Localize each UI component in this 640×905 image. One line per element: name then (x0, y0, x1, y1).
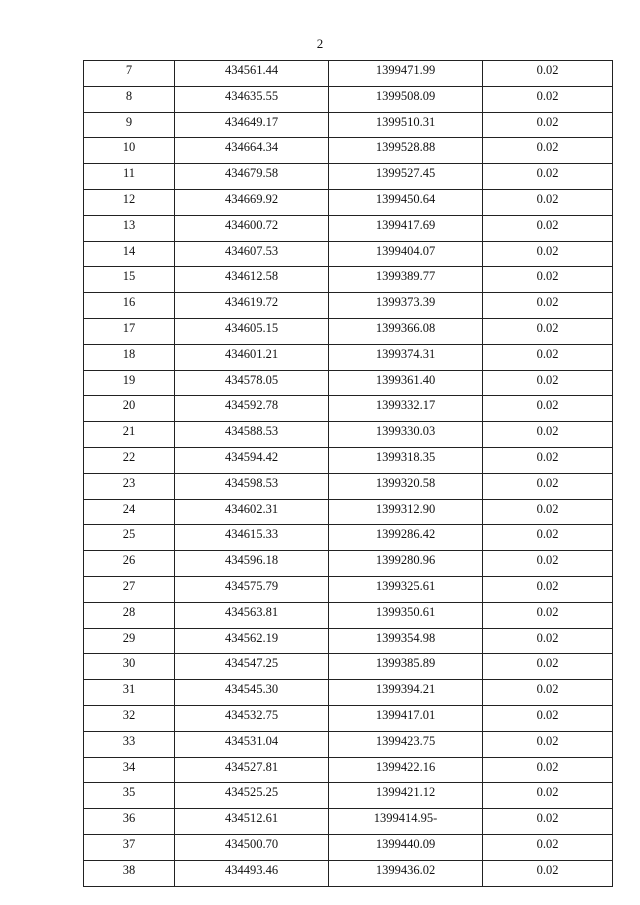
table-row (84, 267, 613, 293)
x-coordinate-cell: 434527.81 (175, 757, 329, 783)
point-number-cell: 25 (84, 525, 175, 551)
point-number-cell: 11 (84, 164, 175, 190)
accuracy-cell: 0.02 (483, 396, 613, 422)
point-number-cell: 23 (84, 473, 175, 499)
x-coordinate-cell: 434600.72 (175, 215, 329, 241)
page-number: 2 (316, 36, 324, 51)
x-coordinate-cell: 434500.70 (175, 834, 329, 860)
accuracy-cell: 0.02 (483, 422, 613, 448)
point-number-cell: 9 (84, 112, 175, 138)
accuracy-cell: 0.02 (483, 86, 613, 112)
accuracy-cell: 0.02 (483, 189, 613, 215)
accuracy-cell: 0.02 (483, 783, 613, 809)
table-row (84, 86, 613, 112)
x-coordinate-cell: 434679.58 (175, 164, 329, 190)
accuracy-cell: 0.02 (483, 370, 613, 396)
x-coordinate-cell: 434619.72 (175, 293, 329, 319)
point-number-cell: 8 (84, 86, 175, 112)
point-number-cell: 32 (84, 705, 175, 731)
x-coordinate-cell: 434664.34 (175, 138, 329, 164)
y-coordinate-cell: 1399471.99 (329, 61, 483, 87)
table-row (84, 318, 613, 344)
y-coordinate-cell: 1399440.09 (329, 834, 483, 860)
table-row (84, 189, 613, 215)
y-coordinate-cell: 1399374.31 (329, 344, 483, 370)
x-coordinate-cell: 434532.75 (175, 705, 329, 731)
accuracy-cell: 0.02 (483, 628, 613, 654)
x-coordinate-cell: 434598.53 (175, 473, 329, 499)
accuracy-cell: 0.02 (483, 241, 613, 267)
point-number-cell: 10 (84, 138, 175, 164)
x-coordinate-cell: 434594.42 (175, 447, 329, 473)
table-row (84, 61, 613, 87)
table-row (84, 473, 613, 499)
x-coordinate-cell: 434607.53 (175, 241, 329, 267)
table-row (84, 344, 613, 370)
table-row (84, 112, 613, 138)
table-row (84, 654, 613, 680)
x-coordinate-cell: 434493.46 (175, 860, 329, 886)
point-number-cell: 24 (84, 499, 175, 525)
y-coordinate-cell: 1399508.09 (329, 86, 483, 112)
accuracy-cell: 0.02 (483, 499, 613, 525)
table-row (84, 447, 613, 473)
accuracy-cell: 0.02 (483, 473, 613, 499)
x-coordinate-cell: 434635.55 (175, 86, 329, 112)
table-row (84, 834, 613, 860)
point-number-cell: 36 (84, 809, 175, 835)
x-coordinate-cell: 434612.58 (175, 267, 329, 293)
point-number-cell: 18 (84, 344, 175, 370)
point-number-cell: 7 (84, 61, 175, 87)
x-coordinate-cell: 434578.05 (175, 370, 329, 396)
table-row (84, 551, 613, 577)
table-row (84, 576, 613, 602)
x-coordinate-cell: 434605.15 (175, 318, 329, 344)
point-number-cell: 15 (84, 267, 175, 293)
accuracy-cell: 0.02 (483, 834, 613, 860)
x-coordinate-cell: 434649.17 (175, 112, 329, 138)
table-row (84, 138, 613, 164)
accuracy-cell: 0.02 (483, 551, 613, 577)
y-coordinate-cell: 1399280.96 (329, 551, 483, 577)
table-row (84, 860, 613, 886)
x-coordinate-cell: 434669.92 (175, 189, 329, 215)
x-coordinate-cell: 434531.04 (175, 731, 329, 757)
point-number-cell: 27 (84, 576, 175, 602)
y-coordinate-cell: 1399417.69 (329, 215, 483, 241)
point-number-cell: 22 (84, 447, 175, 473)
accuracy-cell: 0.02 (483, 447, 613, 473)
y-coordinate-cell: 1399385.89 (329, 654, 483, 680)
point-number-cell: 31 (84, 680, 175, 706)
accuracy-cell: 0.02 (483, 809, 613, 835)
table-row (84, 628, 613, 654)
point-number-cell: 19 (84, 370, 175, 396)
x-coordinate-cell: 434561.44 (175, 61, 329, 87)
accuracy-cell: 0.02 (483, 61, 613, 87)
table-row (84, 293, 613, 319)
point-number-cell: 21 (84, 422, 175, 448)
y-coordinate-cell: 1399414.95- (329, 809, 483, 835)
accuracy-cell: 0.02 (483, 267, 613, 293)
y-coordinate-cell: 1399527.45 (329, 164, 483, 190)
x-coordinate-cell: 434596.18 (175, 551, 329, 577)
y-coordinate-cell: 1399354.98 (329, 628, 483, 654)
point-number-cell: 34 (84, 757, 175, 783)
y-coordinate-cell: 1399417.01 (329, 705, 483, 731)
table-row (84, 215, 613, 241)
y-coordinate-cell: 1399421.12 (329, 783, 483, 809)
point-number-cell: 16 (84, 293, 175, 319)
table-row (84, 783, 613, 809)
table-row (84, 499, 613, 525)
accuracy-cell: 0.02 (483, 293, 613, 319)
x-coordinate-cell: 434588.53 (175, 422, 329, 448)
y-coordinate-cell: 1399394.21 (329, 680, 483, 706)
x-coordinate-cell: 434602.31 (175, 499, 329, 525)
y-coordinate-cell: 1399320.58 (329, 473, 483, 499)
y-coordinate-cell: 1399286.42 (329, 525, 483, 551)
accuracy-cell: 0.02 (483, 705, 613, 731)
table-row (84, 164, 613, 190)
x-coordinate-cell: 434562.19 (175, 628, 329, 654)
accuracy-cell: 0.02 (483, 344, 613, 370)
y-coordinate-cell: 1399312.90 (329, 499, 483, 525)
accuracy-cell: 0.02 (483, 757, 613, 783)
point-number-cell: 20 (84, 396, 175, 422)
y-coordinate-cell: 1399332.17 (329, 396, 483, 422)
table-row (84, 396, 613, 422)
point-number-cell: 14 (84, 241, 175, 267)
x-coordinate-cell: 434575.79 (175, 576, 329, 602)
y-coordinate-cell: 1399404.07 (329, 241, 483, 267)
y-coordinate-cell: 1399422.16 (329, 757, 483, 783)
y-coordinate-cell: 1399423.75 (329, 731, 483, 757)
table-row (84, 241, 613, 267)
x-coordinate-cell: 434563.81 (175, 602, 329, 628)
y-coordinate-cell: 1399366.08 (329, 318, 483, 344)
accuracy-cell: 0.02 (483, 602, 613, 628)
x-coordinate-cell: 434547.25 (175, 654, 329, 680)
accuracy-cell: 0.02 (483, 525, 613, 551)
table-row (84, 370, 613, 396)
accuracy-cell: 0.02 (483, 318, 613, 344)
point-number-cell: 29 (84, 628, 175, 654)
table-row (84, 422, 613, 448)
table-row (84, 680, 613, 706)
accuracy-cell: 0.02 (483, 215, 613, 241)
x-coordinate-cell: 434615.33 (175, 525, 329, 551)
accuracy-cell: 0.02 (483, 860, 613, 886)
table-row (84, 809, 613, 835)
y-coordinate-cell: 1399350.61 (329, 602, 483, 628)
coordinates-table (83, 60, 613, 887)
table-row (84, 705, 613, 731)
point-number-cell: 38 (84, 860, 175, 886)
table-row (84, 525, 613, 551)
point-number-cell: 17 (84, 318, 175, 344)
accuracy-cell: 0.02 (483, 138, 613, 164)
accuracy-cell: 0.02 (483, 680, 613, 706)
accuracy-cell: 0.02 (483, 654, 613, 680)
accuracy-cell: 0.02 (483, 164, 613, 190)
table-row (84, 602, 613, 628)
table-row (84, 731, 613, 757)
accuracy-cell: 0.02 (483, 731, 613, 757)
y-coordinate-cell: 1399361.40 (329, 370, 483, 396)
y-coordinate-cell: 1399510.31 (329, 112, 483, 138)
y-coordinate-cell: 1399330.03 (329, 422, 483, 448)
point-number-cell: 33 (84, 731, 175, 757)
y-coordinate-cell: 1399318.35 (329, 447, 483, 473)
y-coordinate-cell: 1399436.02 (329, 860, 483, 886)
y-coordinate-cell: 1399528.88 (329, 138, 483, 164)
x-coordinate-cell: 434592.78 (175, 396, 329, 422)
x-coordinate-cell: 434601.21 (175, 344, 329, 370)
point-number-cell: 30 (84, 654, 175, 680)
accuracy-cell: 0.02 (483, 112, 613, 138)
point-number-cell: 37 (84, 834, 175, 860)
y-coordinate-cell: 1399325.61 (329, 576, 483, 602)
point-number-cell: 13 (84, 215, 175, 241)
table-row (84, 757, 613, 783)
x-coordinate-cell: 434545.30 (175, 680, 329, 706)
y-coordinate-cell: 1399373.39 (329, 293, 483, 319)
x-coordinate-cell: 434512.61 (175, 809, 329, 835)
accuracy-cell: 0.02 (483, 576, 613, 602)
point-number-cell: 28 (84, 602, 175, 628)
point-number-cell: 26 (84, 551, 175, 577)
y-coordinate-cell: 1399450.64 (329, 189, 483, 215)
point-number-cell: 35 (84, 783, 175, 809)
y-coordinate-cell: 1399389.77 (329, 267, 483, 293)
table-body (84, 61, 613, 887)
point-number-cell: 12 (84, 189, 175, 215)
x-coordinate-cell: 434525.25 (175, 783, 329, 809)
